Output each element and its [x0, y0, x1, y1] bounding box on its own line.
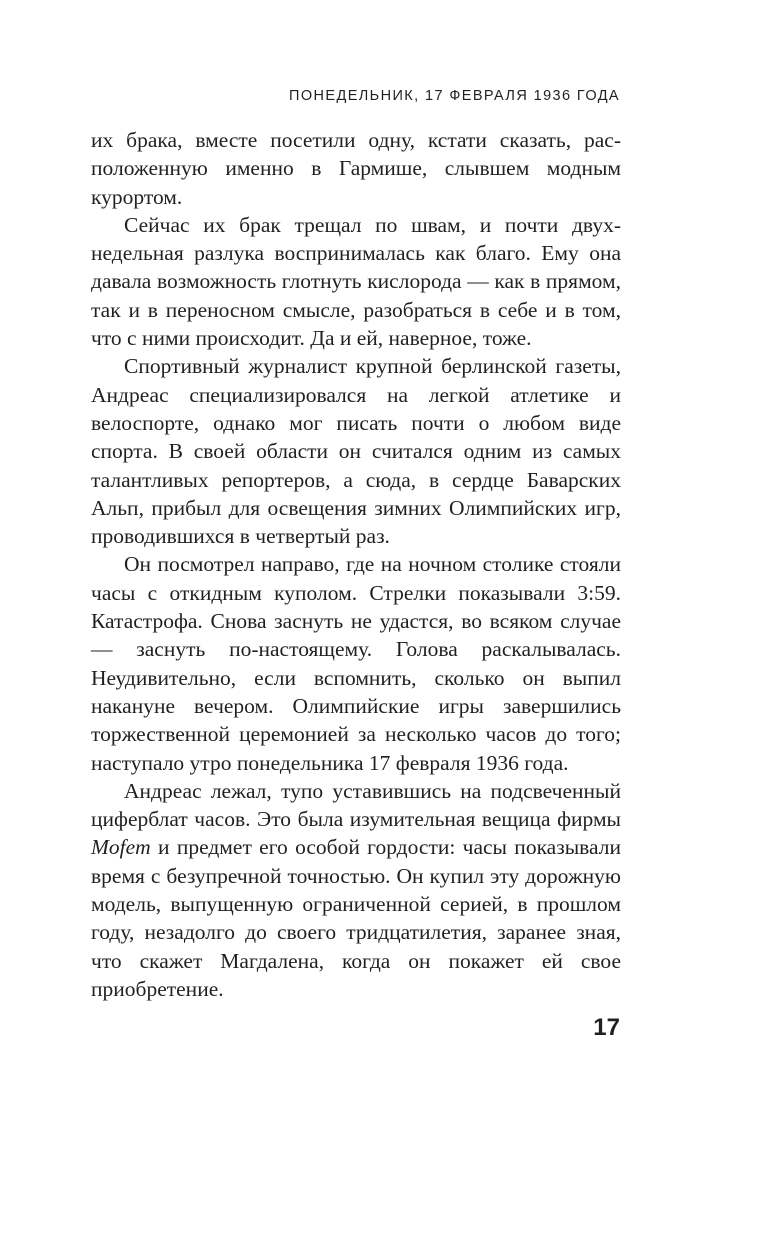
page-number: 17	[593, 1014, 620, 1041]
paragraph-5	[91, 777, 621, 1003]
paragraph-5-text-before: Андреас лежал, тупо уставившись на подсвеченный циферблат часов. Это была изумительная вещица фирмы	[91, 778, 621, 832]
paragraph-4: Он посмотрел направо, где на ночном столике стояли часы с откидным куполом. Стрелки показывали 3:59. Катастрофа. Снова заснуть не удастся, во всяком случае — заснуть по-настоящему. Голова раскалывалась. Неудивительно, если вспомнить, сколько он выпил накануне вечером. Олимпийские игры завершились торжественной церемонией за несколько часов до того; наступало утро понедельника 17 февраля 1936 года.	[91, 552, 621, 775]
paragraph-3: Спортивный журналист крупной берлинской газеты, Андреас специализировался на легкой атлетике и велоспорте, однако мог писать почти о любом виде спорта. В своей области он считался одним из самых талантливых репортеров, а сюда, в сердце Баварских Альп, прибыл для освещения зимних Олимпийских игр, проводившихся в четвертый раз.	[91, 354, 621, 549]
running-head: ПОНЕДЕЛЬНИК, 17 ФЕВРАЛЯ 1936 ГОДА	[289, 88, 620, 104]
paragraph-5-text-after: и предмет его особой гордости: часы показывали время с безупречной точностью. Он купил эту дорожную модель, выпущенную ограниченной серией, в прошлом году, незадолго до своего тридцатилетия, заранее зная, что скажет Магдалена, когда он покажет ей свое приобретение.	[91, 835, 621, 1001]
paragraph-1: их брака, вместе посетили одну, кстати сказать, расположенную именно в Гармише, слывшем модным курортом.	[91, 128, 621, 209]
page-body	[91, 126, 621, 1003]
brand-name: Mofem	[91, 835, 151, 860]
paragraph-2: Сейчас их брак трещал по швам, и почти двухнедельная разлука воспринималась как благо. Ему она давала возможность глотнуть кислорода — как в прямом, так и в переносном смысле, разобраться в себе и в том, что с ними происходит. Да и ей, наверное, тоже.	[91, 212, 621, 351]
